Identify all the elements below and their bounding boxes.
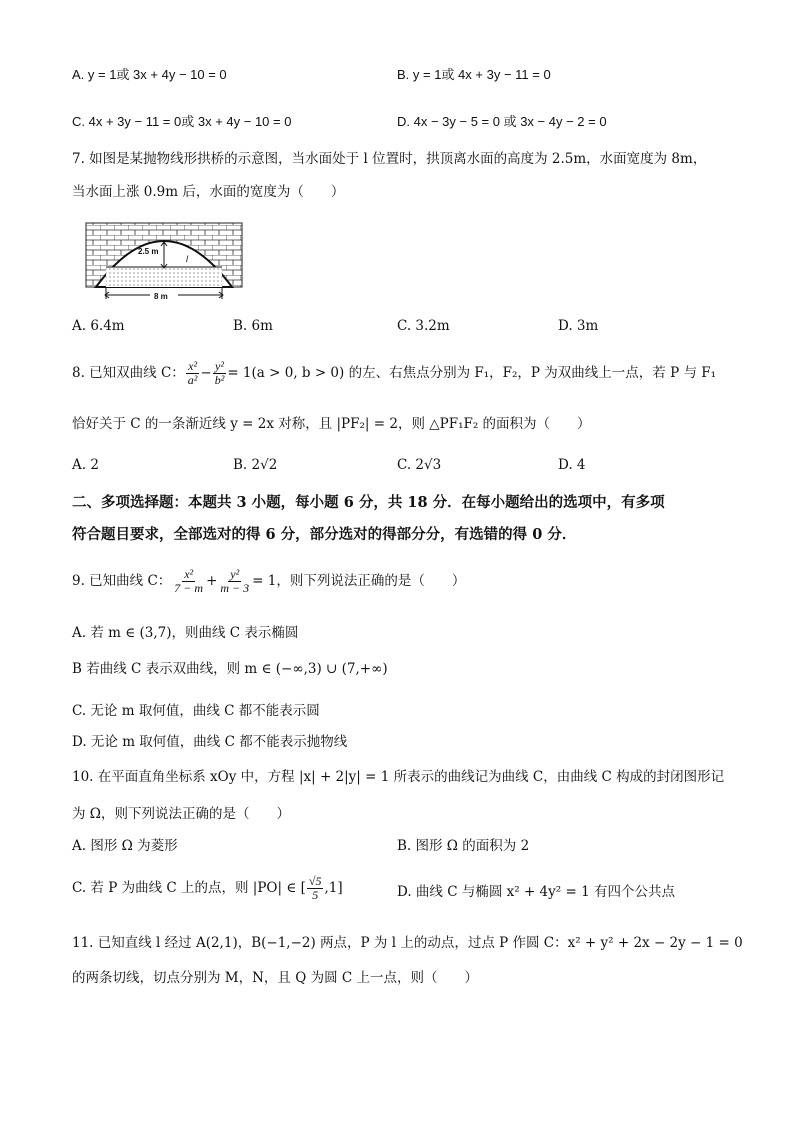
q9-option-c: C. 无论 m 取何值，曲线 C 都不能表示圆 <box>72 703 320 719</box>
q9-prefix: 9. 已知曲线 C： <box>72 572 172 589</box>
q6-option-b: B. y = 1或 4x + 3y − 11 = 0 <box>397 67 551 82</box>
q8-minus: − <box>200 364 212 381</box>
q9-frac1-numerator: x² <box>184 567 194 581</box>
q9-stem <box>72 568 465 595</box>
q7-option-c: C. 3.2m <box>397 318 450 334</box>
q10-frac-denominator: 5 <box>312 888 319 903</box>
q7-stem-line2: 当水面上涨 0.9m 后，水面的宽度为（ ） <box>72 184 345 200</box>
q9-fraction-y <box>218 568 251 595</box>
q8-fraction-y <box>213 360 227 387</box>
q10-option-c-prefix: C. 若 P 为曲线 C 上的点，则 |PO| ∈ [ <box>72 879 306 896</box>
q10-option-c-fraction <box>307 875 324 902</box>
q9-suffix: = 1，则下列说法正确的是（ ） <box>252 572 466 589</box>
q8-frac2-numerator: y² <box>215 359 224 373</box>
q8-stem-line1 <box>72 360 716 387</box>
q8-fraction-x <box>186 360 200 387</box>
q7-stem-line1: 7. 如图是某抛物线形拱桥的示意图，当水面处于 l 位置时，拱顶离水面的高度为 2.5m，水面宽度为 8m， <box>72 151 707 167</box>
q10-stem-line1: 10. 在平面直角坐标系 xOy 中，方程 |x| + 2|y| = 1 所表示的曲线记为曲线 C，由曲线 C 构成的封闭图形记 <box>72 769 725 785</box>
q9-option-b: B 若曲线 C 表示双曲线，则 m ∈ (−∞,3) ∪ (7,+∞) <box>72 661 388 677</box>
q8-suffix: = 1(a > 0, b > 0) 的左、右焦点分别为 F₁，F₂，P 为双曲线上一点，若 P 与 F₁ <box>227 364 717 381</box>
q6-option-d: D. 4x − 3y − 5 = 0 或 3x − 4y − 2 = 0 <box>397 114 607 129</box>
q9-frac2-denominator: m − 3 <box>220 581 250 596</box>
q10-frac-numerator: √5 <box>308 874 322 888</box>
q9-option-d: D. 无论 m 取何值，曲线 C 都不能表示抛物线 <box>72 734 348 750</box>
q11-stem-line2: 的两条切线，切点分别为 M，N，且 Q 为圆 C 上一点，则（ ） <box>72 970 478 986</box>
section2-heading-line1: 二、多项选择题：本题共 3 小题，每小题 6 分，共 18 分．在每小题给出的选项中，有多项 <box>72 494 665 511</box>
section2-heading-line2: 符合题目要求，全部选对的得 6 分，部分选对的得部分分，有选错的得 0 分． <box>72 526 577 543</box>
q7-option-b: B. 6m <box>233 318 273 334</box>
q7-option-d: D. 3m <box>558 318 599 334</box>
q8-frac1-denominator: a² <box>187 373 198 388</box>
q6-option-a: A. y = 1或 3x + 4y − 10 = 0 <box>72 67 227 82</box>
q9-plus: + <box>206 572 218 589</box>
q10-option-c-suffix: ,1] <box>324 879 343 896</box>
q8-option-b: B. 2√2 <box>233 457 278 473</box>
q10-option-d: D. 曲线 C 与椭圆 x² + 4y² = 1 有四个公共点 <box>397 884 675 900</box>
q8-frac2-denominator: b² <box>214 373 225 388</box>
q10-option-b: B. 图形 Ω 的面积为 2 <box>397 838 530 854</box>
q8-stem-line2: 恰好关于 C 的一条渐近线 y = 2x 对称，且 |PF₂| = 2，则 △PF₁F₂ 的面积为（ ） <box>72 416 591 432</box>
q8-option-a: A. 2 <box>72 457 99 473</box>
width-label: 8 m <box>154 292 168 301</box>
q9-frac1-denominator: 7 − m <box>174 581 204 596</box>
q10-option-c <box>72 875 343 902</box>
line-label: l <box>186 254 188 264</box>
arch-bridge-figure <box>72 215 252 305</box>
q10-option-a: A. 图形 Ω 为菱形 <box>72 838 178 854</box>
q8-option-c: C. 2√3 <box>397 457 442 473</box>
q9-frac2-numerator: y² <box>230 567 240 581</box>
q8-option-d: D. 4 <box>558 457 586 473</box>
q10-stem-line2: 为 Ω，则下列说法正确的是（ ） <box>72 806 290 822</box>
q6-option-c: C. 4x + 3y − 11 = 0或 3x + 4y − 10 = 0 <box>72 114 292 129</box>
q9-option-a: A. 若 m ∈ (3,7)，则曲线 C 表示椭圆 <box>72 625 299 641</box>
q8-prefix: 8. 已知双曲线 C： <box>72 364 185 381</box>
height-label: 2.5 m <box>138 247 159 256</box>
q7-option-a: A. 6.4m <box>72 318 125 334</box>
water-area <box>106 267 222 287</box>
q8-frac1-numerator: x² <box>188 359 198 373</box>
q9-fraction-x <box>172 568 205 595</box>
q11-stem-line1: 11. 已知直线 l 经过 A(2,1)，B(−1,−2) 两点，P 为 l 上的动点，过点 P 作圆 C：x² + y² + 2x − 2y − 1 = 0 <box>72 935 743 951</box>
